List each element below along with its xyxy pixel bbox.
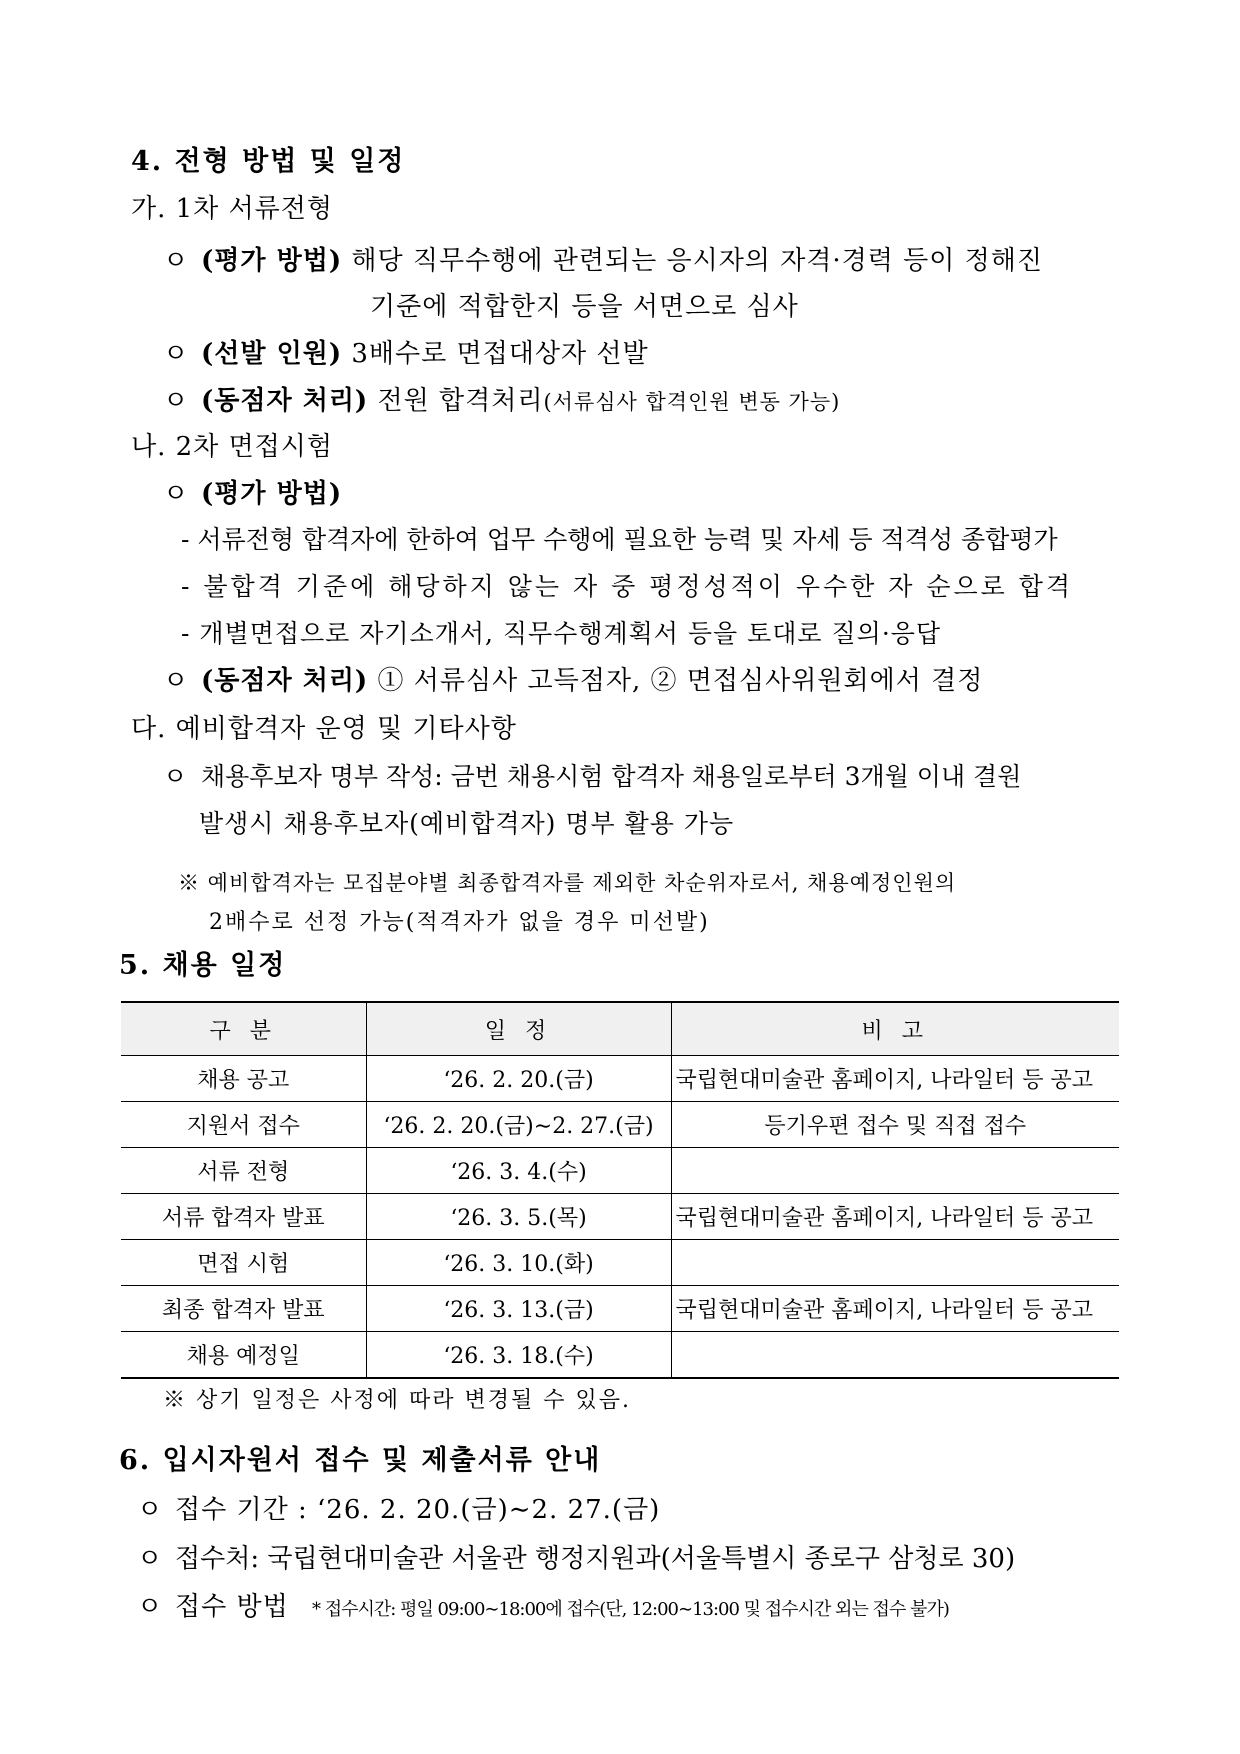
table-row [121,1332,1119,1379]
table-row [121,1056,1119,1102]
row-date: ‘26. 2. 20.(금)∼2. 27.(금) [366,1102,671,1148]
row-remarks [671,1240,1119,1286]
subsection-c-title: 다. 예비합격자 운영 및 기타사항 [131,714,517,744]
b-tie-label: (동점자 처리) [201,666,369,696]
a-tie-handling [163,384,840,419]
c-item-1a: ㅇ 채용후보자 명부 작성: 금번 채용시험 합격자 채용일로부터 3개월 이내 결원 [163,760,1021,794]
a-tie-note: (서류심사 합격인원 변동 가능) [543,390,841,414]
row-category: 면접 시험 [121,1240,366,1286]
sec6-method-note: * 접수시간: 평일 09:00∼18:00에 접수(단, 12:00∼13:00 및 접수시간 외는 접수 불가) [312,1599,949,1620]
section-4-title: 4. 전형 방법 및 일정 [131,146,406,177]
section-6-title: 6. 입시자원서 접수 및 제출서류 안내 [119,1445,602,1476]
schedule-table [121,1001,1119,1379]
a-select-text: 3배수로 면접대상자 선발 [351,339,649,369]
a-tie-text: 전원 합격처리 [377,386,544,416]
table-row [121,1286,1119,1332]
row-category: 서류 전형 [121,1148,366,1194]
row-category: 채용 예정일 [121,1332,366,1379]
table-row [121,1240,1119,1286]
c-note-1b: 2배수로 선정 가능(적격자가 없을 경우 미선발) [209,910,710,935]
bullet-icon: ㅇ [163,246,190,276]
bullet-icon: ㅇ [137,1495,164,1525]
bullet-icon: ㅇ [137,1592,164,1622]
schedule-note: ※ 상기 일정은 사정에 따라 변경될 수 있음. [163,1388,631,1413]
table-row [121,1148,1119,1194]
row-date: ‘26. 2. 20.(금) [366,1056,671,1102]
b-eval-method [163,477,342,511]
row-remarks: 국립현대미술관 홈페이지, 나라일터 등 공고 [671,1056,1119,1102]
header-schedule: 일 정 [366,1002,671,1056]
row-category: 서류 합격자 발표 [121,1194,366,1240]
a-select-label: (선발 인원) [201,339,343,369]
a-eval-text2: 기준에 적합한지 등을 서면으로 심사 [370,292,799,322]
row-remarks: 등기우편 접수 및 직접 접수 [671,1102,1119,1148]
bullet-icon: ㅇ [137,1544,163,1574]
row-date: ‘26. 3. 13.(금) [366,1286,671,1332]
header-category: 구 분 [121,1002,366,1056]
table-header-row [121,1002,1119,1056]
bullet-icon: ㅇ [163,666,190,696]
a-select-count [163,337,649,371]
c-note-1a: ※ 예비합격자는 모집분야별 최종합격자를 제외한 차순위자로서, 채용예정인원의 [178,871,957,895]
b-eval-label: (평가 방법) [201,479,343,509]
header-remarks: 비 고 [671,1002,1119,1056]
subsection-b-title: 나. 2차 면접시험 [131,432,334,462]
row-remarks [671,1332,1119,1379]
b-tie-text: ① 서류심사 고득점자, ② 면접심사위원회에서 결정 [377,666,984,696]
b-dash-2: - 불합격 기준에 해당하지 않는 자 중 평정성적이 우수한 자 순으로 합격 [181,572,1074,601]
bullet-icon: ㅇ [163,479,190,509]
sec6-period: ㅇ 접수 기간 : ‘26. 2. 20.(금)∼2. 27.(금) [137,1495,661,1525]
a-tie-label: (동점자 처리) [201,386,369,416]
bullet-icon: ㅇ [163,386,190,416]
row-remarks: 국립현대미술관 홈페이지, 나라일터 등 공고 [671,1286,1119,1332]
b-dash-3: - 개별면접으로 자기소개서, 직무수행계획서 등을 토대로 질의·응답 [181,619,942,648]
c-item-1b: 발생시 채용후보자(예비합격자) 명부 활용 가능 [199,809,735,838]
row-remarks: 국립현대미술관 홈페이지, 나라일터 등 공고 [671,1194,1119,1240]
b-dash-1: - 서류전형 합격자에 한하여 업무 수행에 필요한 능력 및 자세 등 적격성 종합평가 [181,525,1058,554]
sec6-method: ㅇ 접수 방법 * 접수시간: 평일 09:00∼18:00에 접수(단, 12:00∼13:00 및 접수시간 외는 접수 불가) [137,1592,949,1622]
bullet-icon: ㅇ [163,762,188,791]
row-category: 채용 공고 [121,1056,366,1102]
row-remarks [671,1148,1119,1194]
bullet-icon: ㅇ [163,339,190,369]
row-category: 최종 합격자 발표 [121,1286,366,1332]
row-category: 지원서 접수 [121,1102,366,1148]
row-date: ‘26. 3. 5.(목) [366,1194,671,1240]
table-row [121,1102,1119,1148]
sec6-place: ㅇ 접수처: 국립현대미술관 서울관 행정지원과(서울특별시 종로구 삼청로 30) [137,1544,1016,1574]
row-date: ‘26. 3. 4.(수) [366,1148,671,1194]
table-row [121,1194,1119,1240]
a-eval-label: (평가 방법) [201,246,343,276]
row-date: ‘26. 3. 18.(수) [366,1332,671,1379]
a-eval-text1: 해당 직무수행에 관련되는 응시자의 자격·경력 등이 정해진 [351,246,1044,276]
a-eval-method [163,244,1043,278]
row-date: ‘26. 3. 10.(화) [366,1240,671,1286]
b-tie-handling [163,664,983,698]
subsection-a-title: 가. 1차 서류전형 [131,194,334,224]
section-5-title: 5. 채용 일정 [119,950,287,981]
